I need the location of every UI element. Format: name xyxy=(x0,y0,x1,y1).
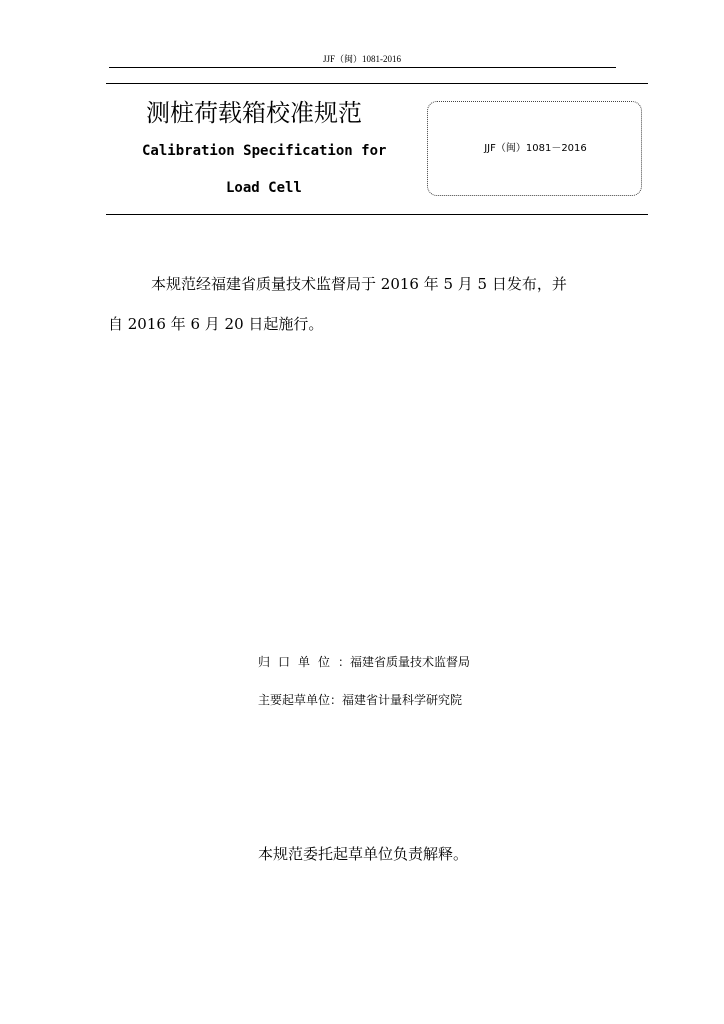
interpretation-statement: 本规范委托起草单位负责解释。 xyxy=(258,845,469,863)
cover-top-rule xyxy=(106,83,648,84)
running-header-code: JJF（闽）1081-2016 xyxy=(322,54,401,64)
drafter-unit-value: 福建省计量科学研究院 xyxy=(342,693,463,707)
running-header-rule xyxy=(109,67,616,68)
publication-statement-line-1: 本规范经福建省质量技术监督局于 2016 年 5 月 5 日发布，并 xyxy=(151,275,567,293)
authority-unit-colon: ： xyxy=(338,655,351,669)
publication-statement-line-2: 自 2016 年 6 月 20 日起施行。 xyxy=(108,315,324,333)
title-english-line-2: Load Cell xyxy=(226,180,302,196)
title-english-line-1: Calibration Specification for xyxy=(142,143,387,159)
authority-unit-value: 福建省质量技术监督局 xyxy=(350,655,471,669)
cover-bottom-rule xyxy=(106,214,648,215)
authority-unit-label: 归口单位 xyxy=(258,655,339,669)
authority-unit-row xyxy=(258,652,470,672)
drafter-unit-label: 主要起草单位： xyxy=(258,693,343,707)
specification-code: JJF（闽）1081－2016 xyxy=(484,143,587,154)
title-chinese: 测桩荷载箱校准规范 xyxy=(146,99,362,127)
specification-code-box xyxy=(427,101,642,196)
drafter-unit-row xyxy=(258,690,462,710)
